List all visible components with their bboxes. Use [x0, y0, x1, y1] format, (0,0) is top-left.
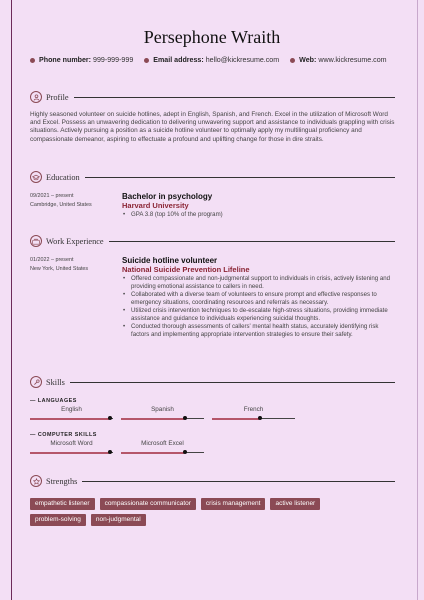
skill-english [30, 406, 113, 424]
contact-label: Web: [299, 56, 317, 64]
skill-fill [121, 418, 184, 420]
education-location: Cambridge, United States [30, 201, 92, 208]
education-meta [30, 192, 92, 209]
languages-subheading: — LANGUAGES [30, 398, 77, 404]
skill-fill [30, 418, 109, 420]
skill-fill [121, 452, 184, 454]
section-title: Education [46, 172, 80, 182]
skill-excel [121, 440, 204, 458]
section-divider [109, 241, 395, 242]
contact-label: Phone number: [39, 56, 92, 64]
section-divider [74, 97, 395, 98]
skill-level-marker [183, 416, 187, 420]
skill-word [30, 440, 113, 458]
school-name: Harvard University [122, 201, 189, 210]
skill-fill [212, 418, 259, 420]
profile-summary: Highly seasoned volunteer on suicide hotlines, adept in English, Spanish, and French. Excel in the utilization of Microsoft Word and Excel. Possess an unwavering dedication to delivering unwavering support and assistance to individuals grappling with crisis situations. Actively pursuing a position as a suicide hotline volunteer to optimally apply my multilingual proficiency and compassionate demeanor, aspiring to effectuate a profound and uplifting change for those in dire straits. [30, 111, 395, 143]
strength-tag: compassionate communicator [100, 498, 196, 510]
section-header-work [30, 234, 395, 248]
skill-name: Spanish [151, 406, 174, 413]
right-border-line [417, 0, 418, 600]
contact-value: hello@kickresume.com [205, 56, 280, 64]
skill-french [212, 406, 295, 424]
section-title: Strengths [46, 476, 78, 486]
skill-name: Microsoft Word [50, 440, 93, 447]
education-date: 09/2021 – present [30, 193, 74, 199]
section-title: Work Experience [46, 236, 104, 246]
bullet-dot-icon [30, 58, 35, 63]
contact-value: 999-999-999 [93, 56, 134, 64]
skill-level-marker [108, 416, 112, 420]
skill-level-marker [183, 450, 187, 454]
section-header-skills [30, 375, 395, 389]
work-bullet: • Offered compassionate and non-judgmental support to individuals in crisis, actively listening and providing emotional assistance to callers in need. [122, 275, 392, 291]
work-bullet: • Utilized crisis intervention techniques to de-escalate high-stress situations, providing immediate assistance and guidance to individuals experiencing suicidal thoughts. [122, 307, 392, 323]
wrench-icon [30, 376, 42, 388]
strength-tag: crisis management [201, 498, 266, 510]
person-icon [30, 91, 42, 103]
skill-name: English [61, 406, 82, 413]
candidate-name: Persephone Wraith [143, 27, 281, 47]
skill-level-marker [108, 450, 112, 454]
graduation-cap-icon [30, 171, 42, 183]
section-title: Profile [46, 92, 69, 102]
job-title: Suicide hotline volunteer [122, 256, 218, 265]
contact-value: www.kickresume.com [318, 56, 387, 64]
skill-name: French [243, 406, 264, 413]
section-header-education [30, 170, 395, 184]
contact-email [144, 56, 279, 64]
contact-web [290, 56, 386, 64]
organization-name: National Suicide Prevention Lifeline [122, 265, 250, 274]
contact-label: Email address: [153, 56, 204, 64]
education-bullet: • GPA 3.8 (top 10% of the program) [122, 211, 392, 219]
left-border-line [11, 0, 12, 600]
strength-tag: active listener [270, 498, 320, 510]
section-title: Skills [46, 377, 65, 387]
contact-phone [30, 56, 133, 64]
section-divider [82, 481, 395, 482]
work-date: 01/2022 – present [30, 257, 74, 263]
work-location: New York, United States [30, 265, 89, 272]
strength-tags [30, 498, 360, 526]
education-entry [122, 192, 392, 219]
strength-tag: non-judgmental [91, 514, 146, 526]
skill-fill [30, 452, 109, 454]
skill-spanish [121, 406, 204, 424]
strength-tag: empathetic listener [30, 498, 95, 510]
strength-tag: problem-solving [30, 514, 86, 526]
work-meta [30, 256, 88, 273]
section-header-profile [30, 90, 395, 104]
work-entry [122, 256, 392, 339]
star-icon [30, 475, 42, 487]
section-divider [85, 177, 395, 178]
work-bullets [122, 275, 392, 339]
briefcase-icon [30, 235, 42, 247]
work-bullet: • Conducted thorough assessments of callers' mental health status, accurately identifying risk factors and implementing appropriate intervention strategies to ensure their safety. [122, 323, 392, 339]
skill-level-marker [258, 416, 262, 420]
bullet-dot-icon [290, 58, 295, 63]
skill-name: Microsoft Excel [141, 440, 184, 447]
bullet-dot-icon [144, 58, 149, 63]
computer-skills-subheading: — COMPUTER SKILLS [30, 432, 97, 438]
education-bullets [122, 211, 392, 219]
work-bullet: • Collaborated with a diverse team of volunteers to ensure prompt and effective responses to emergency situations, coordinating resources and referrals as necessary. [122, 291, 392, 307]
degree-title: Bachelor in psychology [122, 192, 213, 201]
contact-bar [30, 56, 410, 64]
section-header-strengths [30, 474, 395, 488]
section-divider [70, 382, 395, 383]
